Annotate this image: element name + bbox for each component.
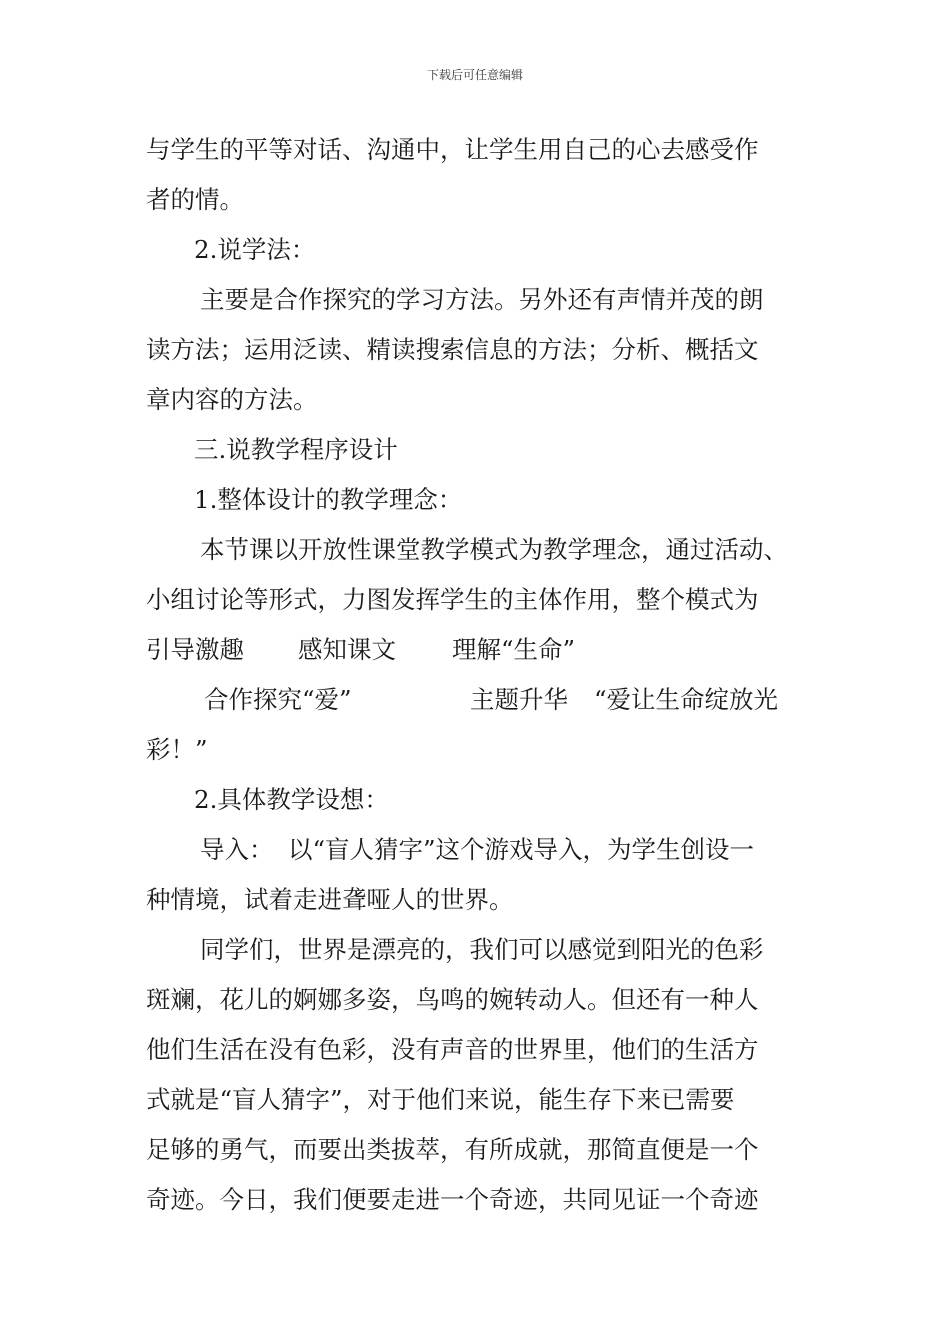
body-line: 小组讨论等形式，力图发挥学生的主体作用，整个模式为	[146, 585, 759, 614]
body-line: 读方法；运用泛读、精读搜索信息的方法；分析、概括文	[146, 335, 759, 364]
flow-step: 感知课文	[298, 635, 396, 664]
section-heading: 2.说学法：	[194, 235, 316, 264]
body-line: 导入：	[200, 835, 274, 864]
page-header: 下载后可任意编辑	[426, 68, 523, 82]
flow-step: “爱让生命绽放光	[594, 685, 779, 714]
body-line: 奇迹。今日，我们便要走进一个奇迹，共同见证一个奇迹	[146, 1185, 759, 1214]
section-heading: 1.整体设计的教学理念：	[194, 485, 463, 514]
body-line: 本节课以开放性课堂教学模式为教学理念，通过活动、	[200, 535, 788, 564]
body-line: 种情境，试着走进聋哑人的世界。	[146, 885, 514, 914]
body-line: 式就是“盲人猜字”，对于他们来说，能生存下来已需要	[146, 1085, 735, 1114]
body-line: 同学们，世界是漂亮的，我们可以感觉到阳光的色彩	[200, 935, 764, 964]
flow-step: 合作探究“爱”	[204, 685, 352, 714]
section-heading: 2.具体教学设想：	[194, 785, 389, 814]
flow-step: 理解“生命”	[452, 635, 576, 664]
section-heading: 三.说教学程序设计	[194, 435, 398, 464]
body-line: 与学生的平等对话、沟通中，让学生用自己的心去感受作	[146, 135, 759, 164]
body-line: 他们生活在没有色彩，没有声音的世界里，他们的生活方	[146, 1035, 759, 1064]
flow-step: 主题升华	[470, 685, 568, 714]
body-line: 章内容的方法。	[146, 385, 318, 414]
body-line: 斑斓，花儿的婀娜多姿，鸟鸣的婉转动人。但还有一种人	[146, 985, 759, 1014]
body-line: 主要是合作探究的学习方法。另外还有声情并茂的朗	[200, 285, 764, 314]
body-line: 足够的勇气，而要出类拔萃，有所成就，那简直便是一个	[146, 1135, 759, 1164]
flow-step: 引导激趣	[146, 635, 244, 664]
body-line: 以“盲人猜字”这个游戏导入，为学生创设一	[288, 835, 755, 864]
body-line: 者的情。	[146, 185, 244, 214]
body-line: 彩！”	[146, 735, 208, 764]
